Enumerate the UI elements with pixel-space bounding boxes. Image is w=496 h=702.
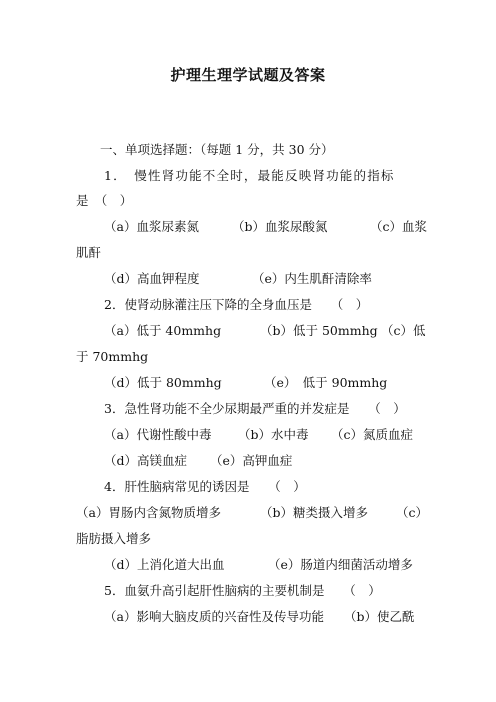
q2-option-e: （e） 低于 90mmhg [264, 375, 388, 390]
q4-option-c: （c） [396, 505, 429, 520]
q3-option-e: （e）高钾血症 [210, 453, 293, 468]
q4-stem: 4．肝性脑病常见的诱因是 （ ） [104, 479, 306, 494]
q1-option-c: （c）血浆 [370, 219, 428, 234]
q4-option-e: （e）肠道内细菌活动增多 [268, 557, 413, 572]
q1-option-c-cont: 肌酐 [76, 245, 102, 260]
q4-option-a: （a）胃肠内含氮物质增多 [76, 505, 221, 520]
q3-stem: 3．急性肾功能不全少尿期最严重的并发症是 （ ） [104, 401, 406, 416]
q3-option-a: （a）代谢性酸中毒 [104, 427, 212, 442]
q2-option-c-cont: 于 70mmhg [76, 349, 149, 364]
document-title: 护理生理学试题及答案 [170, 66, 326, 84]
q3-option-d: （d）高镁血症 [104, 453, 188, 468]
section-heading: 一、单项选择题：（每题 1 分，共 30 分） [100, 142, 334, 157]
q1-stem: 1． 慢性肾功能不全时，最能反映肾功能的指标 [104, 168, 395, 183]
q2-option-b: （b）低于 50mmhg [260, 323, 378, 338]
q3-option-c: （c）氮质血症 [331, 427, 414, 442]
q2-option-c: （c）低 [381, 323, 426, 338]
q5-stem: 5．血氨升高引起肝性脑病的主要机制是 （ ） [104, 583, 381, 598]
q1-option-e: （e）内生肌酐清除率 [252, 271, 372, 286]
q4-option-b: （b）糖类摄入增多 [260, 505, 369, 520]
q1-option-b: （b）血浆尿酸氮 [232, 219, 328, 234]
q1-option-d: （d）高血钾程度 [104, 271, 200, 286]
q4-option-d: （d）上消化道大出血 [104, 557, 225, 572]
q3-option-b: （b）水中毒 [238, 427, 309, 442]
q5-option-a: （a）影响大脑皮质的兴奋性及传导功能 [104, 609, 324, 624]
q2-option-a: （a）低于 40mmhg [104, 323, 222, 338]
q2-option-d: （d）低于 80mmhg [104, 375, 222, 390]
q5-option-b: （b）使乙酰 [344, 609, 415, 624]
q1-stem-cont: 是 （ ） [76, 193, 133, 208]
q4-option-c-cont: 脂肪摄入增多 [76, 531, 152, 546]
q1-option-a: （a）血浆尿素氮 [104, 219, 199, 234]
q2-stem: 2．使肾动脉灌注压下降的全身血压是 （ ） [104, 297, 369, 312]
